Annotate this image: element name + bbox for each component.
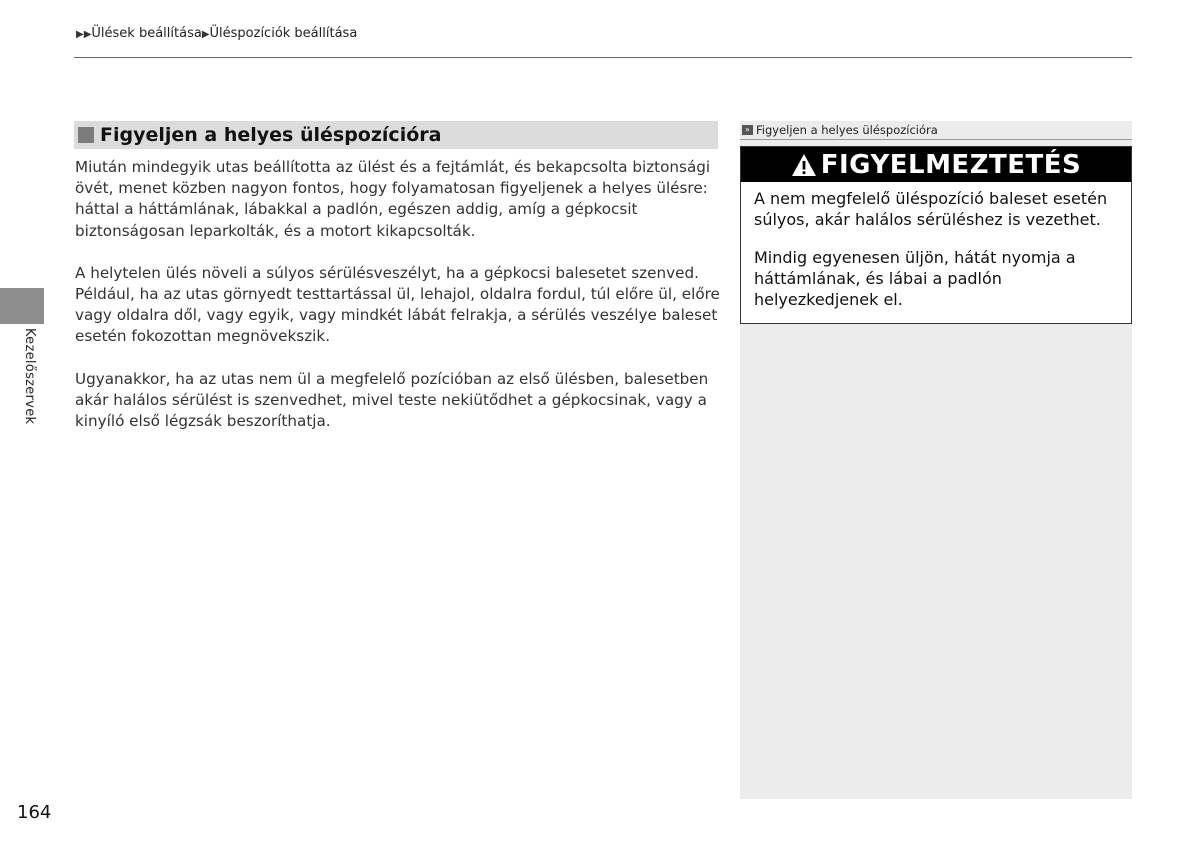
header-divider bbox=[74, 57, 1132, 58]
warning-paragraph: A nem megfelelő üléspozíció baleset esetén súlyos, akár halálos sérüléshez is vezethet. bbox=[754, 189, 1108, 229]
body-paragraph: Ugyanakkor, ha az utas nem ül a megfelelő pozícióban az első ülésben, balesetben akár halálos sérülést is szenvedhet, mivel teste nekiütődhet a gépkocsinak, vagy a kinyíló első légzsák beszoríthatja. bbox=[75, 369, 709, 431]
side-tab-label: Kezelőszervek bbox=[22, 328, 37, 425]
warning-body bbox=[741, 182, 1131, 310]
breadcrumb-item-seats[interactable]: Ülések beállítása bbox=[91, 26, 202, 41]
sidebar-title-text: Figyeljen a helyes üléspozícióra bbox=[756, 123, 938, 137]
body-paragraph: Miután mindegyik utas beállította az ülést és a fejtámlát, és bekapcsolta biztonsági övét, menet közben nagyon fontos, hogy folyamatosan figyeljenek a helyes ülésre: háttal a háttámlának, lábakkal a padlón, egészen addig, amíg a gépkocsit biztonságosan leparkolták, és a motort kikapcsolták. bbox=[75, 158, 711, 240]
body-paragraph: A helytelen ülés növeli a súlyos sérülésveszélyt, ha a gépkocsi balesetet szenved. Például, ha az utas görnyedt testtartással ül, lehajol, oldalra fordul, túl előre ül, előre vagy oldalra dől, vagy egyik, vagy mindkét lábát felrakja, a sérülés veszélye baleset esetén fokozottan megnövekszik. bbox=[75, 263, 720, 346]
sidebar-title bbox=[740, 121, 1132, 140]
section-heading bbox=[74, 121, 718, 149]
heading-square-icon bbox=[78, 127, 94, 143]
section-title: Figyeljen a helyes üléspozícióra bbox=[100, 124, 442, 146]
breadcrumb-item-seat-positions[interactable]: Üléspozíciók beállítása bbox=[209, 26, 358, 41]
main-body-text bbox=[75, 157, 735, 453]
page-number: 164 bbox=[17, 802, 52, 823]
breadcrumb bbox=[76, 26, 357, 41]
warning-box bbox=[740, 146, 1132, 324]
warning-triangle-icon bbox=[791, 153, 817, 177]
warning-paragraph: Mindig egyenesen üljön, hátát nyomja a háttámlának, és lábai a padlón helyezkedjenek el. bbox=[754, 248, 1076, 309]
side-tab-marker bbox=[0, 288, 44, 324]
sidebar-arrow-icon: » bbox=[742, 125, 753, 135]
breadcrumb-arrow-icon: ▶ bbox=[201, 29, 210, 40]
warning-title: FIGYELMEZTETÉS bbox=[820, 149, 1082, 180]
warning-header bbox=[741, 147, 1131, 182]
breadcrumb-arrow-icon: ▶▶ bbox=[76, 29, 92, 40]
